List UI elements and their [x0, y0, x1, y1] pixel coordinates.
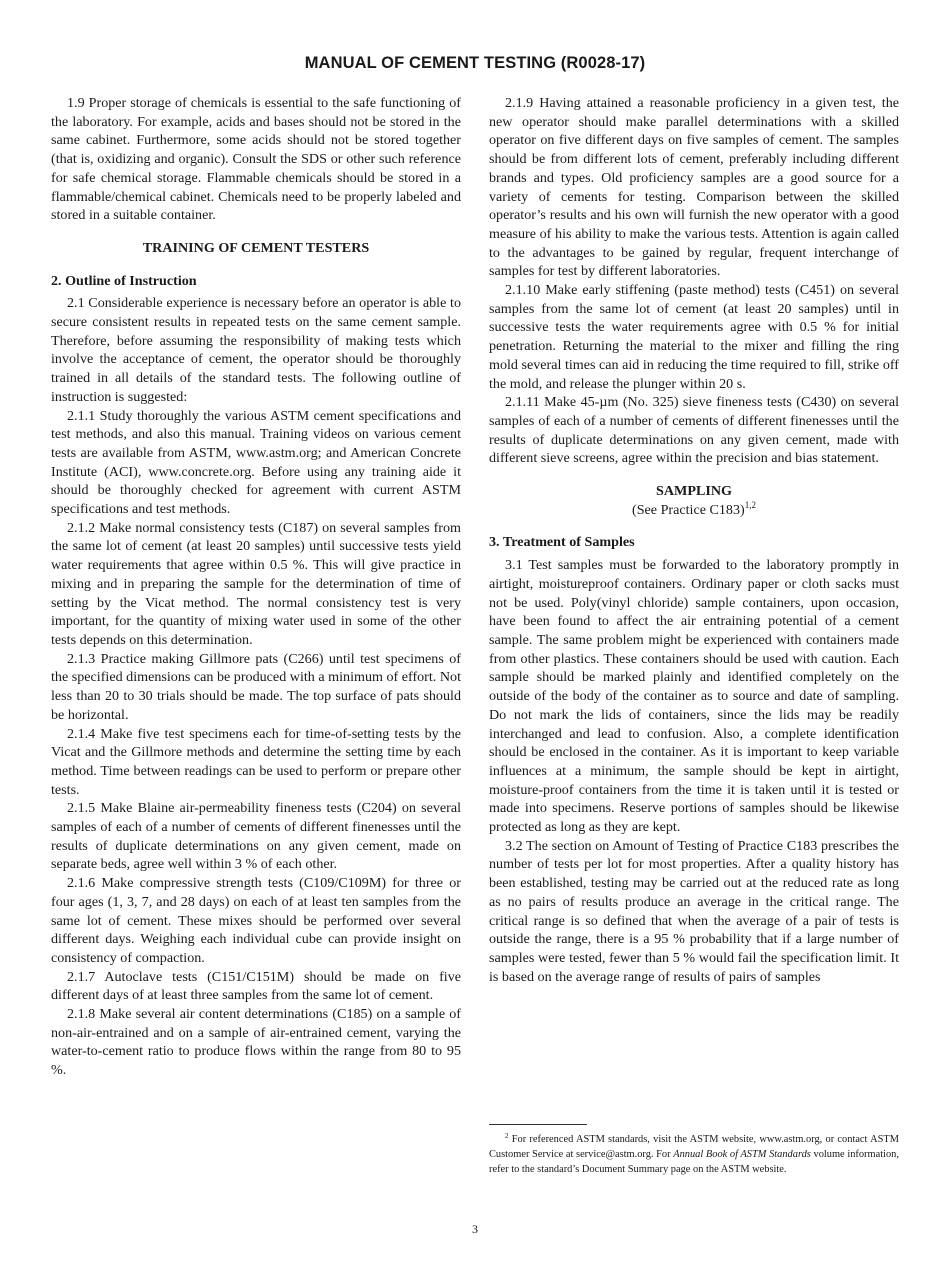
right-column [489, 94, 899, 986]
subsection-heading-treatment: 3. Treatment of Samples [489, 534, 635, 551]
sampling-reference [489, 501, 899, 520]
paragraph-3-2: 3.2 The section on Amount of Testing of Practice C183 prescribes the number of tests per lot for most properties. After a quality history has been established, testing may be carried out at the reduced rate as long as no pairs of results produce an average in the critical range. The critical range is so defined that when the average of a pair of tests is outside the range, there is a 95 % probability that if a large number of samples were tested, fewer than 5 % would fail the specification limit. It is based on the average range of results of pairs of samples [489, 837, 899, 985]
footnote [489, 1133, 899, 1177]
section-heading-training: TRAINING OF CEMENT TESTERS [142, 239, 370, 256]
page-number: 3 [472, 1222, 478, 1236]
footnote-reference-mark: 1,2 [744, 499, 756, 510]
paragraph-2-1-8: 2.1.8 Make several air content determinations (C185) on a sample of non-air-entrained and on a sample of air-entrained cement, varying the water-to-cement ratio to produce flows within the range from 80 to 95 %. [51, 1006, 461, 1079]
footnote-text-italic: Annual Book of ASTM Standards [673, 1148, 811, 1160]
subsection-heading-outline: 2. Outline of Instruction [51, 272, 197, 289]
footnote-divider [489, 1124, 587, 1125]
paragraph-2-1-4: 2.1.4 Make five test specimens each for time-of-setting tests by the Vicat and the Gillmore methods and determine the setting time by each method. Time between readings can be used to perform or prepare other tests. [51, 725, 461, 798]
paragraph-2-1-6: 2.1.6 Make compressive strength tests (C109/C109M) for three or four ages (1, 3, 7, and 28 days) on each of at least ten samples from the same lot of cement. These mixes should be performed over several different days. Weighing each individual cube can provide insight on consistency of compaction. [51, 875, 461, 966]
left-column [51, 94, 461, 1080]
section-heading-sampling: SAMPLING [656, 483, 732, 500]
paragraph-2-1-7: 2.1.7 Autoclave tests (C151/C151M) should be made on five different days of at least three samples from the same lot of cement. [51, 968, 461, 1004]
paragraph-1-9: 1.9 Proper storage of chemicals is essential to the safe functioning of the laboratory. For example, acids and bases should not be stored in the same cabinet. Furthermore, some acids should not be stored together (that is, oxidizing and organic). Consult the SDS or other such reference for safe chemical storage. Flammable chemicals should be stored in a flammable/chemical cabinet. Chemicals need to be properly labeled and stored in a suitable container. [51, 95, 461, 224]
paragraph-2-1-2: 2.1.2 Make normal consistency tests (C187) on several samples from the same lot of cement (at least 20 samples) until successive tests yield water requirements that agree within 0.5 %. This will give practice in mixing and in preparing the sample for the determination of time of setting by the Vicat method. The normal consistency test is very important, for the quantity of mixing water used in some of the other tests depends on this determination. [51, 519, 461, 648]
footnote-text-a: For referenced ASTM standards, visit the ASTM website, www.astm.org, or contact ASTM Customer Service at service@astm.org. For [489, 1134, 899, 1160]
paragraph-2-1-11: 2.1.11 Make 45-µm (No. 325) sieve fineness tests (C430) on several samples of each of a number of cements of different finenesses until the results of duplicate determinations on any given cement, made with different sieve screens, agree within the precision and bias statement. [489, 394, 899, 467]
sampling-reference-text: (See Practice C183) [632, 501, 745, 518]
paragraph-2-1-1: 2.1.1 Study thoroughly the various ASTM cement specifications and test methods, and also this manual. Training videos on various cement tests are available from ASTM, www.astm.org; and American Concrete Institute (ACI), www.concrete.org. Before using any training aide it should be thoroughly checked for agreement with current ASTM specifications and test methods. [51, 407, 461, 518]
paragraph-2-1: 2.1 Considerable experience is necessary before an operator is able to secure consistent results in repeated tests on the same cement sample. Therefore, before assuming the responsibility of making tests which involve the acceptance of cement, the operator should be thoroughly trained in all details of the standard tests. The following outline of instruction is suggested: [51, 295, 461, 405]
paragraph-2-1-9: 2.1.9 Having attained a reasonable proficiency in a given test, the new operator should make parallel determinations with a skilled operator on five different days on five samples of cement. The samples should be from different lots of cement, preferably including different brands and types. Old proficiency samples are a good source for a variety of cements for testing. Comparison between the skilled operator’s results and his own will furnish the new operator with a good measure of his ability to make the various tests. Attention is again called to the advantages to be gained by regular, frequent interchange of samples for test by different laboratories. [489, 95, 899, 280]
paragraph-2-1-3: 2.1.3 Practice making Gillmore pats (C266) until test specimens of the specified dimensions can be produced with a minimum of effort. Not less than 20 to 30 trials should be made. The top surface of pats should be horizontal. [51, 650, 461, 723]
paragraph-2-1-10: 2.1.10 Make early stiffening (paste method) tests (C451) on several samples from the same lot of cement (at least 20 samples) until in successive tests the water requirements agree with 0.5 % for initial penetration. Returning the material to the mixer and filling the ring mold several times can aid in reducing the time required to fill, strike off the mold, and release the plunger within 20 s. [489, 282, 899, 392]
footnote-marker: 2 [505, 1132, 509, 1140]
paragraph-2-1-5: 2.1.5 Make Blaine air-permeability fineness tests (C204) on several samples of each of a number of cements of different finenesses until the results of duplicate determinations on any given cement, made on separate beds, agree well within 3 % of each other. [51, 800, 461, 873]
page-title: MANUAL OF CEMENT TESTING (R0028-17) [304, 54, 646, 72]
paragraph-3-1: 3.1 Test samples must be forwarded to the laboratory promptly in airtight, moistureproof containers. Ordinary paper or cloth sacks must not be used. Poly(vinyl chloride) sample containers, upon occasion, have been found to affect the air entraining potential of a cement sample. The same problem might be experienced with containers made from other plastics. These containers should be used with caution. Each sample should be marked plainly and identified completely on the outside of the body of the container as to source and date of sampling. Do not mark the lids of containers, since the lids may be readily interchanged and lead to confusion. Also, a complete identification should be enclosed in the container. As it is important to keep variable influences at a minimum, the sample should be kept in airtight, moisture-proof containers from the time it is taken until it is tested or made into specimens. Reserve portions of samples should be likewise protected as long as they are kept. [489, 557, 899, 836]
footnote-text-b: volume information, refer to the standard’s Document Summary page on the ASTM website. [489, 1148, 899, 1175]
